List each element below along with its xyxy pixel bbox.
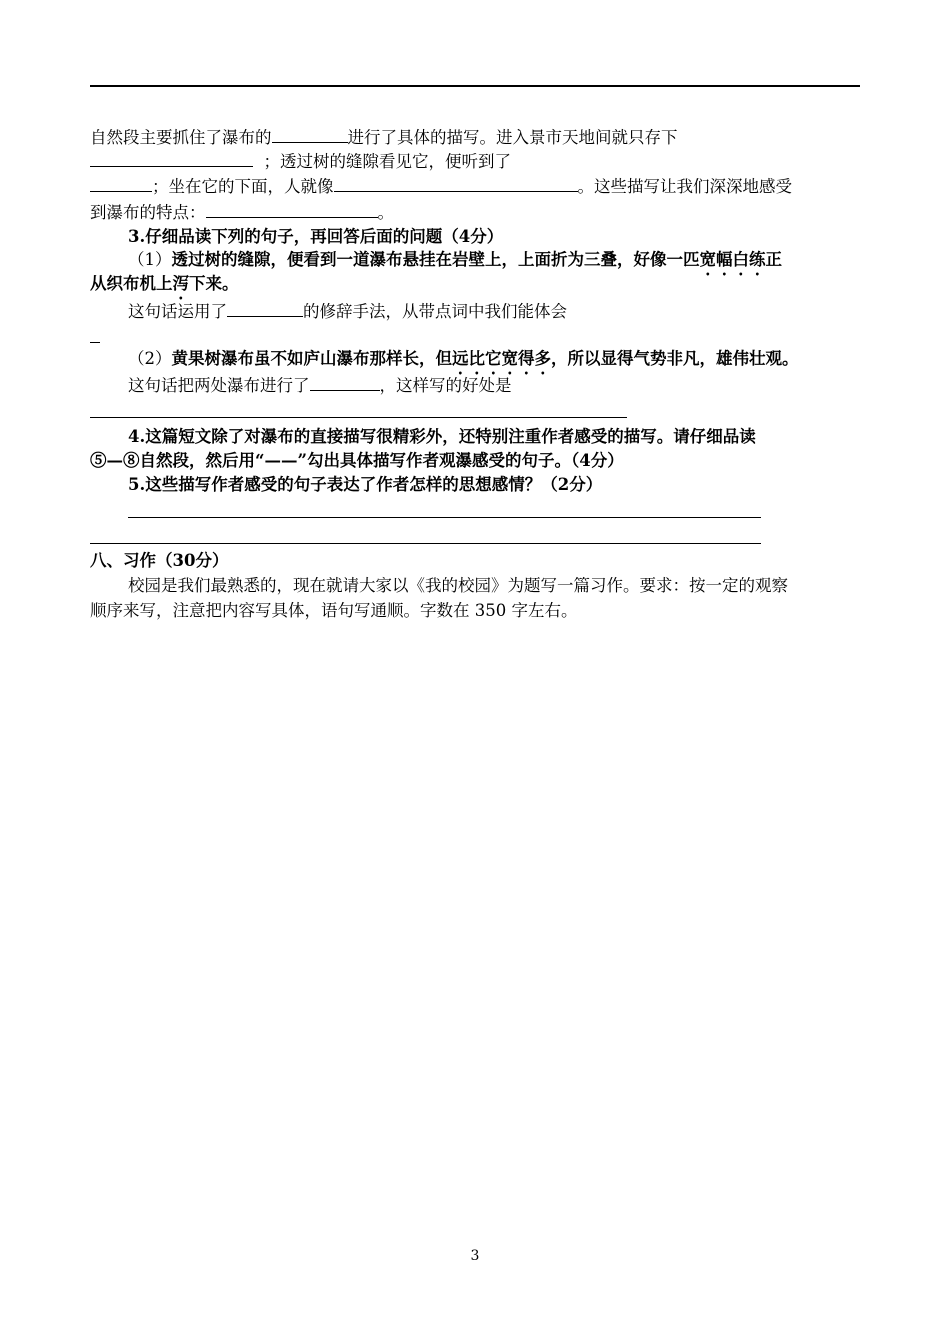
- q3-q2-text-a: 这句话把两处瀑布进行了: [128, 376, 310, 395]
- q3-question-1: [90, 300, 900, 323]
- q2-text-4a: 到瀑布的特点：: [90, 203, 206, 222]
- q3-title: 3.仔细品读下列的句子，再回答后面的问题（4分）: [128, 227, 504, 246]
- answer-blank[interactable]: [206, 201, 378, 218]
- answer-blank[interactable]: [334, 175, 578, 192]
- q2-text-2b: ；透过树的缝隙看见它，便听到了: [263, 152, 511, 171]
- q3-s1-text: 透过树的缝隙，便看到一道瀑布悬挂在岩壁上，上面折为三叠，好像一匹: [171, 250, 700, 269]
- q3-s1-dotted-word: 泻: [172, 274, 189, 293]
- q2-line-3: [90, 175, 862, 198]
- section-8-line-2: 顺序来写，注意把内容写具体，语句写通顺。字数在 350 字左右。: [90, 601, 578, 620]
- q2-line-2: [90, 150, 862, 173]
- answer-line[interactable]: [128, 517, 761, 518]
- q3-sentence-1-cont: [90, 273, 862, 303]
- q2-line-1: [90, 126, 862, 149]
- header-rule: [90, 85, 860, 87]
- q3-q1-text-a: 这句话运用了: [128, 302, 227, 321]
- q2-text-1b: 进行了具体的描写。进入景市天地间就只存下: [347, 128, 678, 147]
- page-number: 3: [470, 1248, 480, 1264]
- q3-s1-dotted-words: 宽幅白练: [699, 250, 766, 269]
- q3-s2-dotted-words: 远比它宽得多: [452, 349, 551, 368]
- section-8-title: 八、习作（30分）: [90, 551, 229, 570]
- q2-text-4b: 。: [377, 203, 394, 222]
- section-8-line-1: 校园是我们最熟悉的，现在就请大家以《我的校园》为题写一篇习作。要求：按一定的观察: [128, 576, 788, 595]
- answer-blank[interactable]: [310, 374, 380, 391]
- q5-title: 5.这些描写作者感受的句子表达了作者怎样的思想感情？（2分）: [128, 475, 603, 494]
- answer-blank[interactable]: [272, 126, 348, 143]
- q2-text-1a: 自然段主要抓住了瀑布的: [90, 128, 272, 147]
- q4-line-1: 4.这篇短文除了对瀑布的直接描写很精彩外，还特别注重作者感受的描写。请仔细品读: [128, 427, 756, 446]
- answer-blank[interactable]: [90, 150, 253, 167]
- q4-line-2: ⑤—⑧自然段，然后用“——”勾出具体描写作者观瀑感受的句子。（4分）: [90, 451, 624, 470]
- q3-s1-line2-end: 下来。: [189, 274, 239, 293]
- q2-text-3c: 。这些描写让我们深深地感受: [577, 177, 792, 196]
- q2-text-3b: ；坐在它的下面，人就像: [152, 177, 334, 196]
- q2-line-4: [90, 201, 862, 224]
- q3-s2-text-end: ，所以显得气势非凡，雄伟壮观。: [551, 349, 799, 368]
- q3-s2-text: 黄果树瀑布虽不如庐山瀑布那样长，但: [171, 349, 452, 368]
- answer-line[interactable]: [90, 417, 627, 418]
- q3-s1-line2-text: 从织布机上: [90, 274, 173, 293]
- answer-blank[interactable]: [90, 175, 152, 192]
- answer-blank[interactable]: [227, 300, 303, 317]
- q3-q1-text-b: 的修辞手法，从带点词中我们能体会: [303, 302, 567, 321]
- q3-q2-text-b: ，这样写的好处是: [379, 376, 512, 395]
- q3-s1-number: （1）: [128, 250, 172, 269]
- q3-s1-text-end: 正: [765, 250, 782, 269]
- q3-question-2: [90, 374, 900, 397]
- answer-blank-short[interactable]: [90, 342, 100, 343]
- answer-line[interactable]: [90, 543, 761, 544]
- q3-s2-number: （2）: [128, 349, 172, 368]
